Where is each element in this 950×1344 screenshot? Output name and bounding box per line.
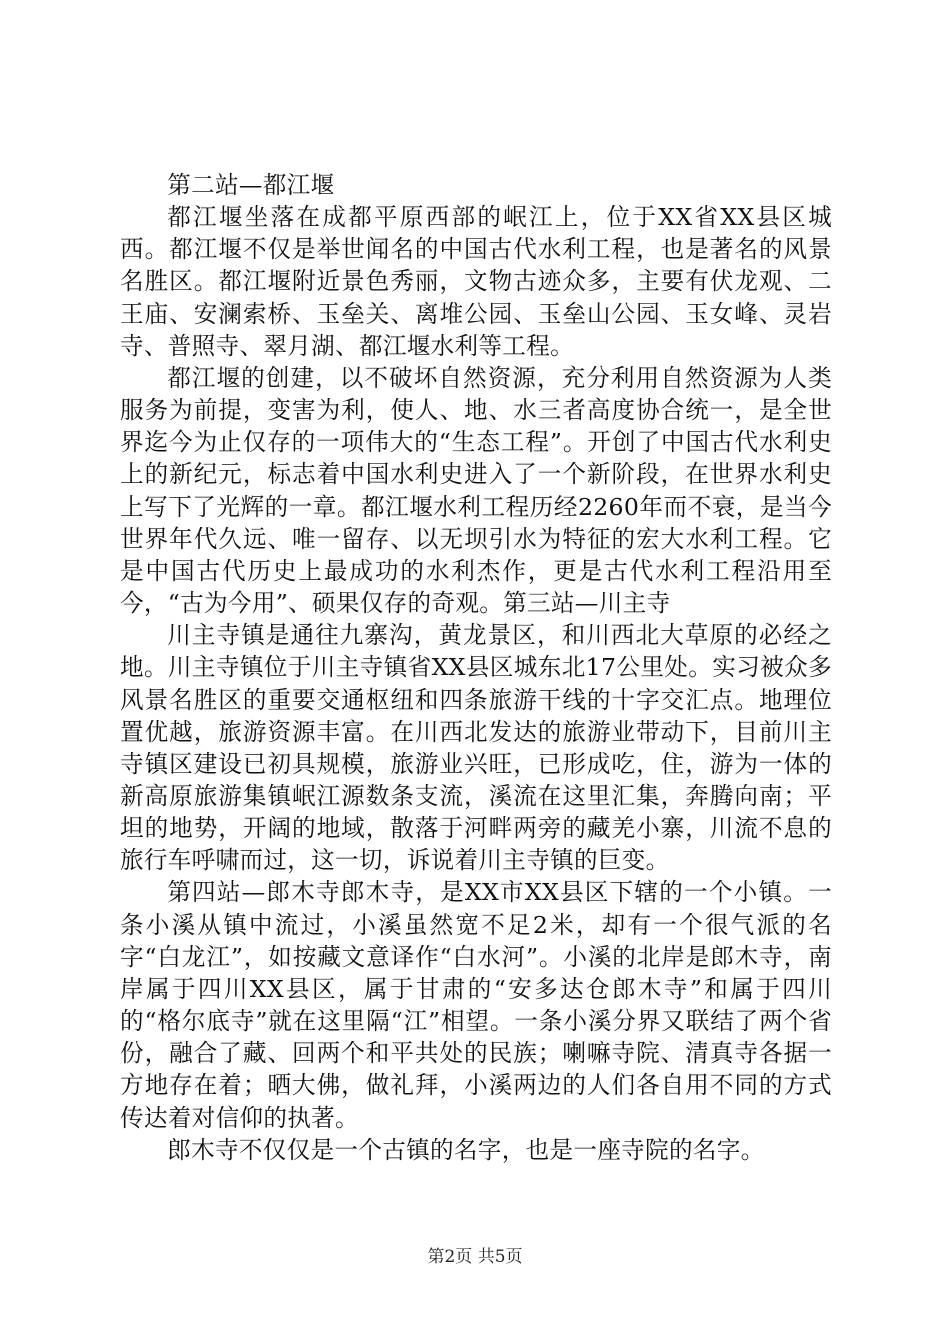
paragraph-langmusi-closing: 郎木寺不仅仅是一个古镇的名字，也是一座寺院的名字。 xyxy=(167,1135,765,1164)
paragraph-dujiangyan-history: 都江堰的创建，以不破坏自然资源，充分利用自然资源为人类服务为前提，变害为利，使人、地、水三者高度协合统一，是全世界迄今为止仅存的一项伟大的“生态工程”。开创了中国古代水利史上的新纪元，标志着中国水利史进入了一个新阶段，在世界水利史上写下了光辉的一章。都江堰水利工程历经2260年而不衰，是当今世界年代久远、唯一留存、以无坝引水为特征的宏大水利工程。它是中国古代历史上最成功的水利杰作，更是古代水利工程沿用至今，“古为今用”、硕果仅存的奇观。第三站—川主寺 xyxy=(120,363,832,618)
paragraph-langmusi: 第四站—郎木寺郎木寺，是XX市XX县区下辖的一个小镇。一条小溪从镇中流过，小溪虽然宽不足2米，却有一个很气派的名字“白龙江”，如按藏文意译作“白水河”。小溪的北岸是郎木寺，南岸属于四川XX县区，属于甘肃的“安多达仓郎木寺”和属于四川的“格尔底寺”就在这里隔“江”相望。一条小溪分界又联结了两个省份，融合了藏、回两个和平共处的民族；喇嘛寺院、清真寺各据一方地存在着；晒大佛，做礼拜，小溪两边的人们各自用不同的方式传达着对信仰的执著。 xyxy=(120,878,832,1132)
paragraph-dujiangyan-intro: 都江堰坐落在成都平原西部的岷江上，位于XX省XX县区城西。都江堰不仅是举世闻名的中国古代水利工程，也是著名的风景名胜区。都江堰附近景色秀丽，文物古迹众多，主要有伏龙观、二王庙、安澜索桥、玉垒关、离堆公园、玉垒山公园、玉女峰、灵岩寺、普照寺、翠月湖、都江堰水利等工程。 xyxy=(120,203,832,360)
document-body xyxy=(120,169,832,1166)
section-heading-station-2: 第二站—都江堰 xyxy=(167,171,335,199)
page-footer: 第2页 共5页 xyxy=(427,1247,523,1267)
paragraph-chuanzhusi: 川主寺镇是通往九寨沟，黄龙景区，和川西北大草原的必经之地。川主寺镇位于川主寺镇省XX县区城东北17公里处。实习被众多风景名胜区的重要交通枢纽和四条旅游干线的十字交汇点。地理位置优越，旅游资源丰富。在川西北发达的旅游业带动下，目前川主寺镇区建设已初具规模，旅游业兴旺，已形成吃，住，游为一体的新高原旅游集镇岷江源数条支流，溪流在这里汇集，奔腾向南；平坦的地势，开阔的地域，散落于河畔两旁的藏羌小寨，川流不息的旅行车呼啸而过，这一切，诉说着川主寺镇的巨变。 xyxy=(120,621,832,875)
